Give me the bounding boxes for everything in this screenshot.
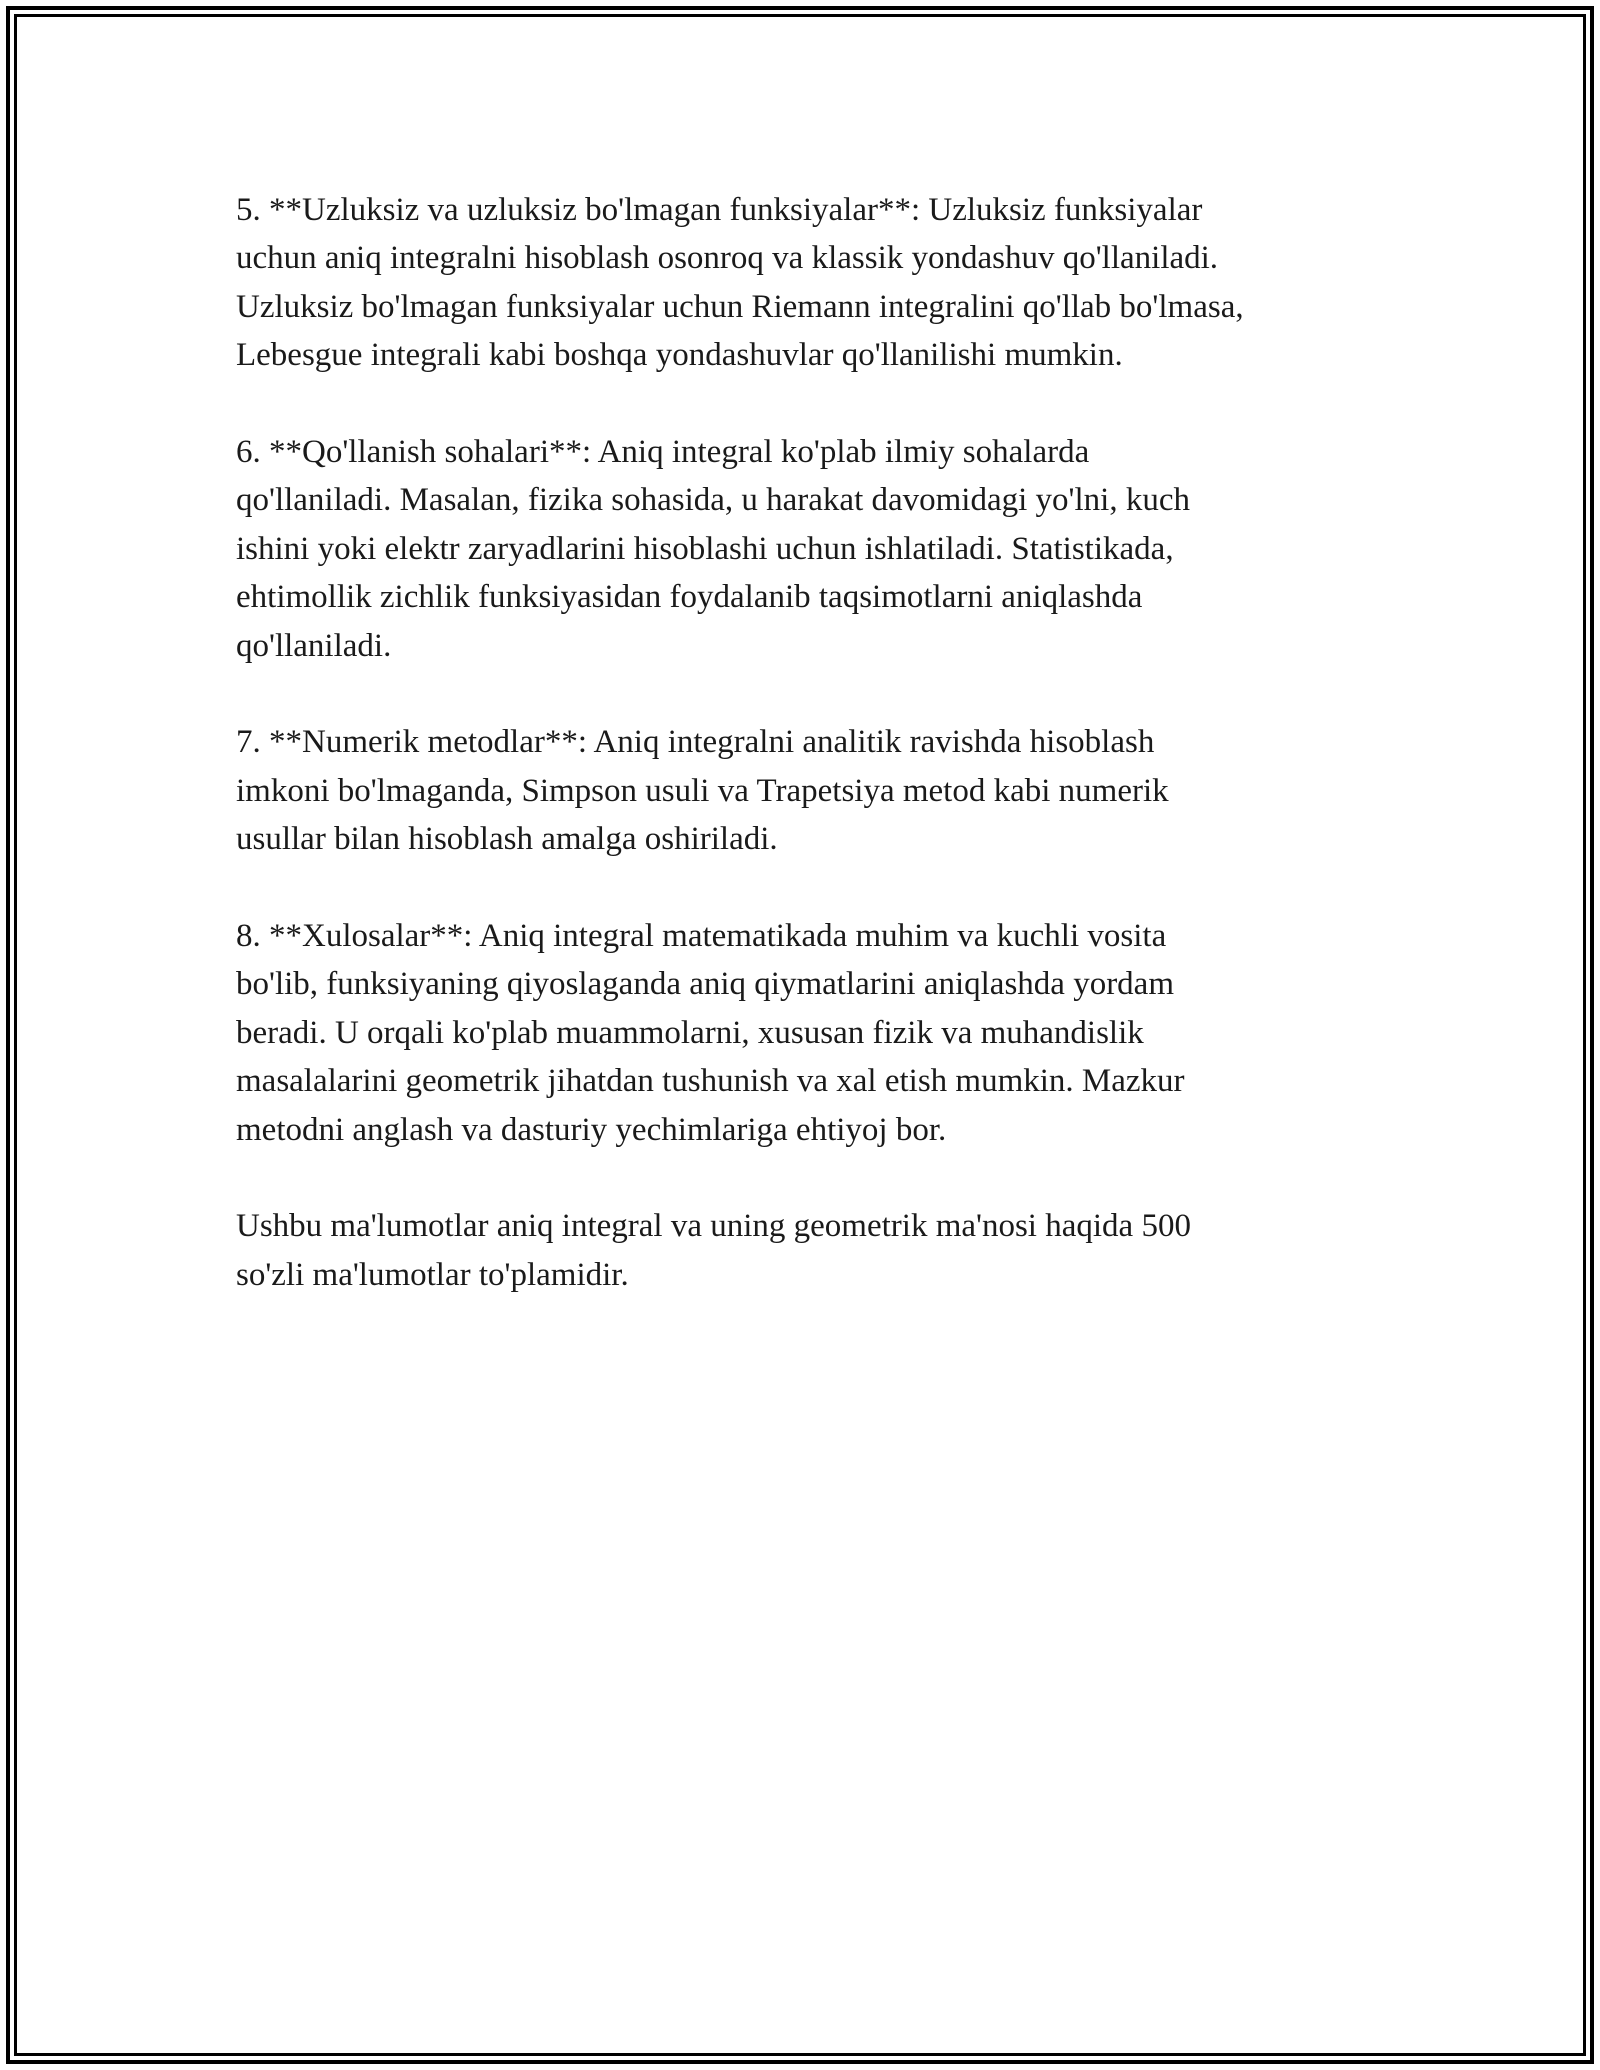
paragraph-summary: Ushbu ma'lumotlar aniq integral va uning geometrik ma'nosi haqida 500 so'zli ma'lumotlar to'plamidir. xyxy=(236,1208,1191,1293)
document-body xyxy=(236,186,1366,1348)
paragraph-continuous-functions: 5. **Uzluksiz va uzluksiz bo'lmagan funksiyalar**: Uzluksiz funksiyalar uchun aniq integralni hisoblash osonroq va klassik yondashuv qo'llaniladi. Uzluksiz bo'lmagan funksiyalar uchun Riemann integralini qo'llab bo'lmasa, Lebesgue integrali kabi boshqa yondashuvlar qo'llanilishi mumkin. xyxy=(236,192,1244,374)
paragraph-numerical-methods: 7. **Numerik metodlar**: Aniq integralni analitik ravishda hisoblash imkoni bo'lmaganda, Simpson usuli va Trapetsiya metod kabi numerik usullar bilan hisoblash amalga oshiriladi. xyxy=(236,724,1169,858)
paragraph-conclusions: 8. **Xulosalar**: Aniq integral matematikada muhim va kuchli vosita bo'lib, funksiyaning qiyoslaganda aniq qiymatlarini aniqlashda yordam beradi. U orqali ko'plab muammolarni, xususan fizik va muhandislik masalalarini geometrik jihatdan tushunish va xal etish mumkin. Mazkur metodni anglash va dasturiy yechimlariga ehtiyoj bor. xyxy=(236,918,1185,1148)
paragraph-application-areas: 6. **Qo'llanish sohalari**: Aniq integral ko'plab ilmiy sohalarda qo'llaniladi. Masalan, fizika sohasida, u harakat davomidagi yo'lni, kuch ishini yoki elektr zaryadlarini hisoblashi uchun ishlatiladi. Statistikada, ehtimollik zichlik funksiyasidan foydalanib taqsimotlarni aniqlashda qo'llaniladi. xyxy=(236,434,1190,664)
